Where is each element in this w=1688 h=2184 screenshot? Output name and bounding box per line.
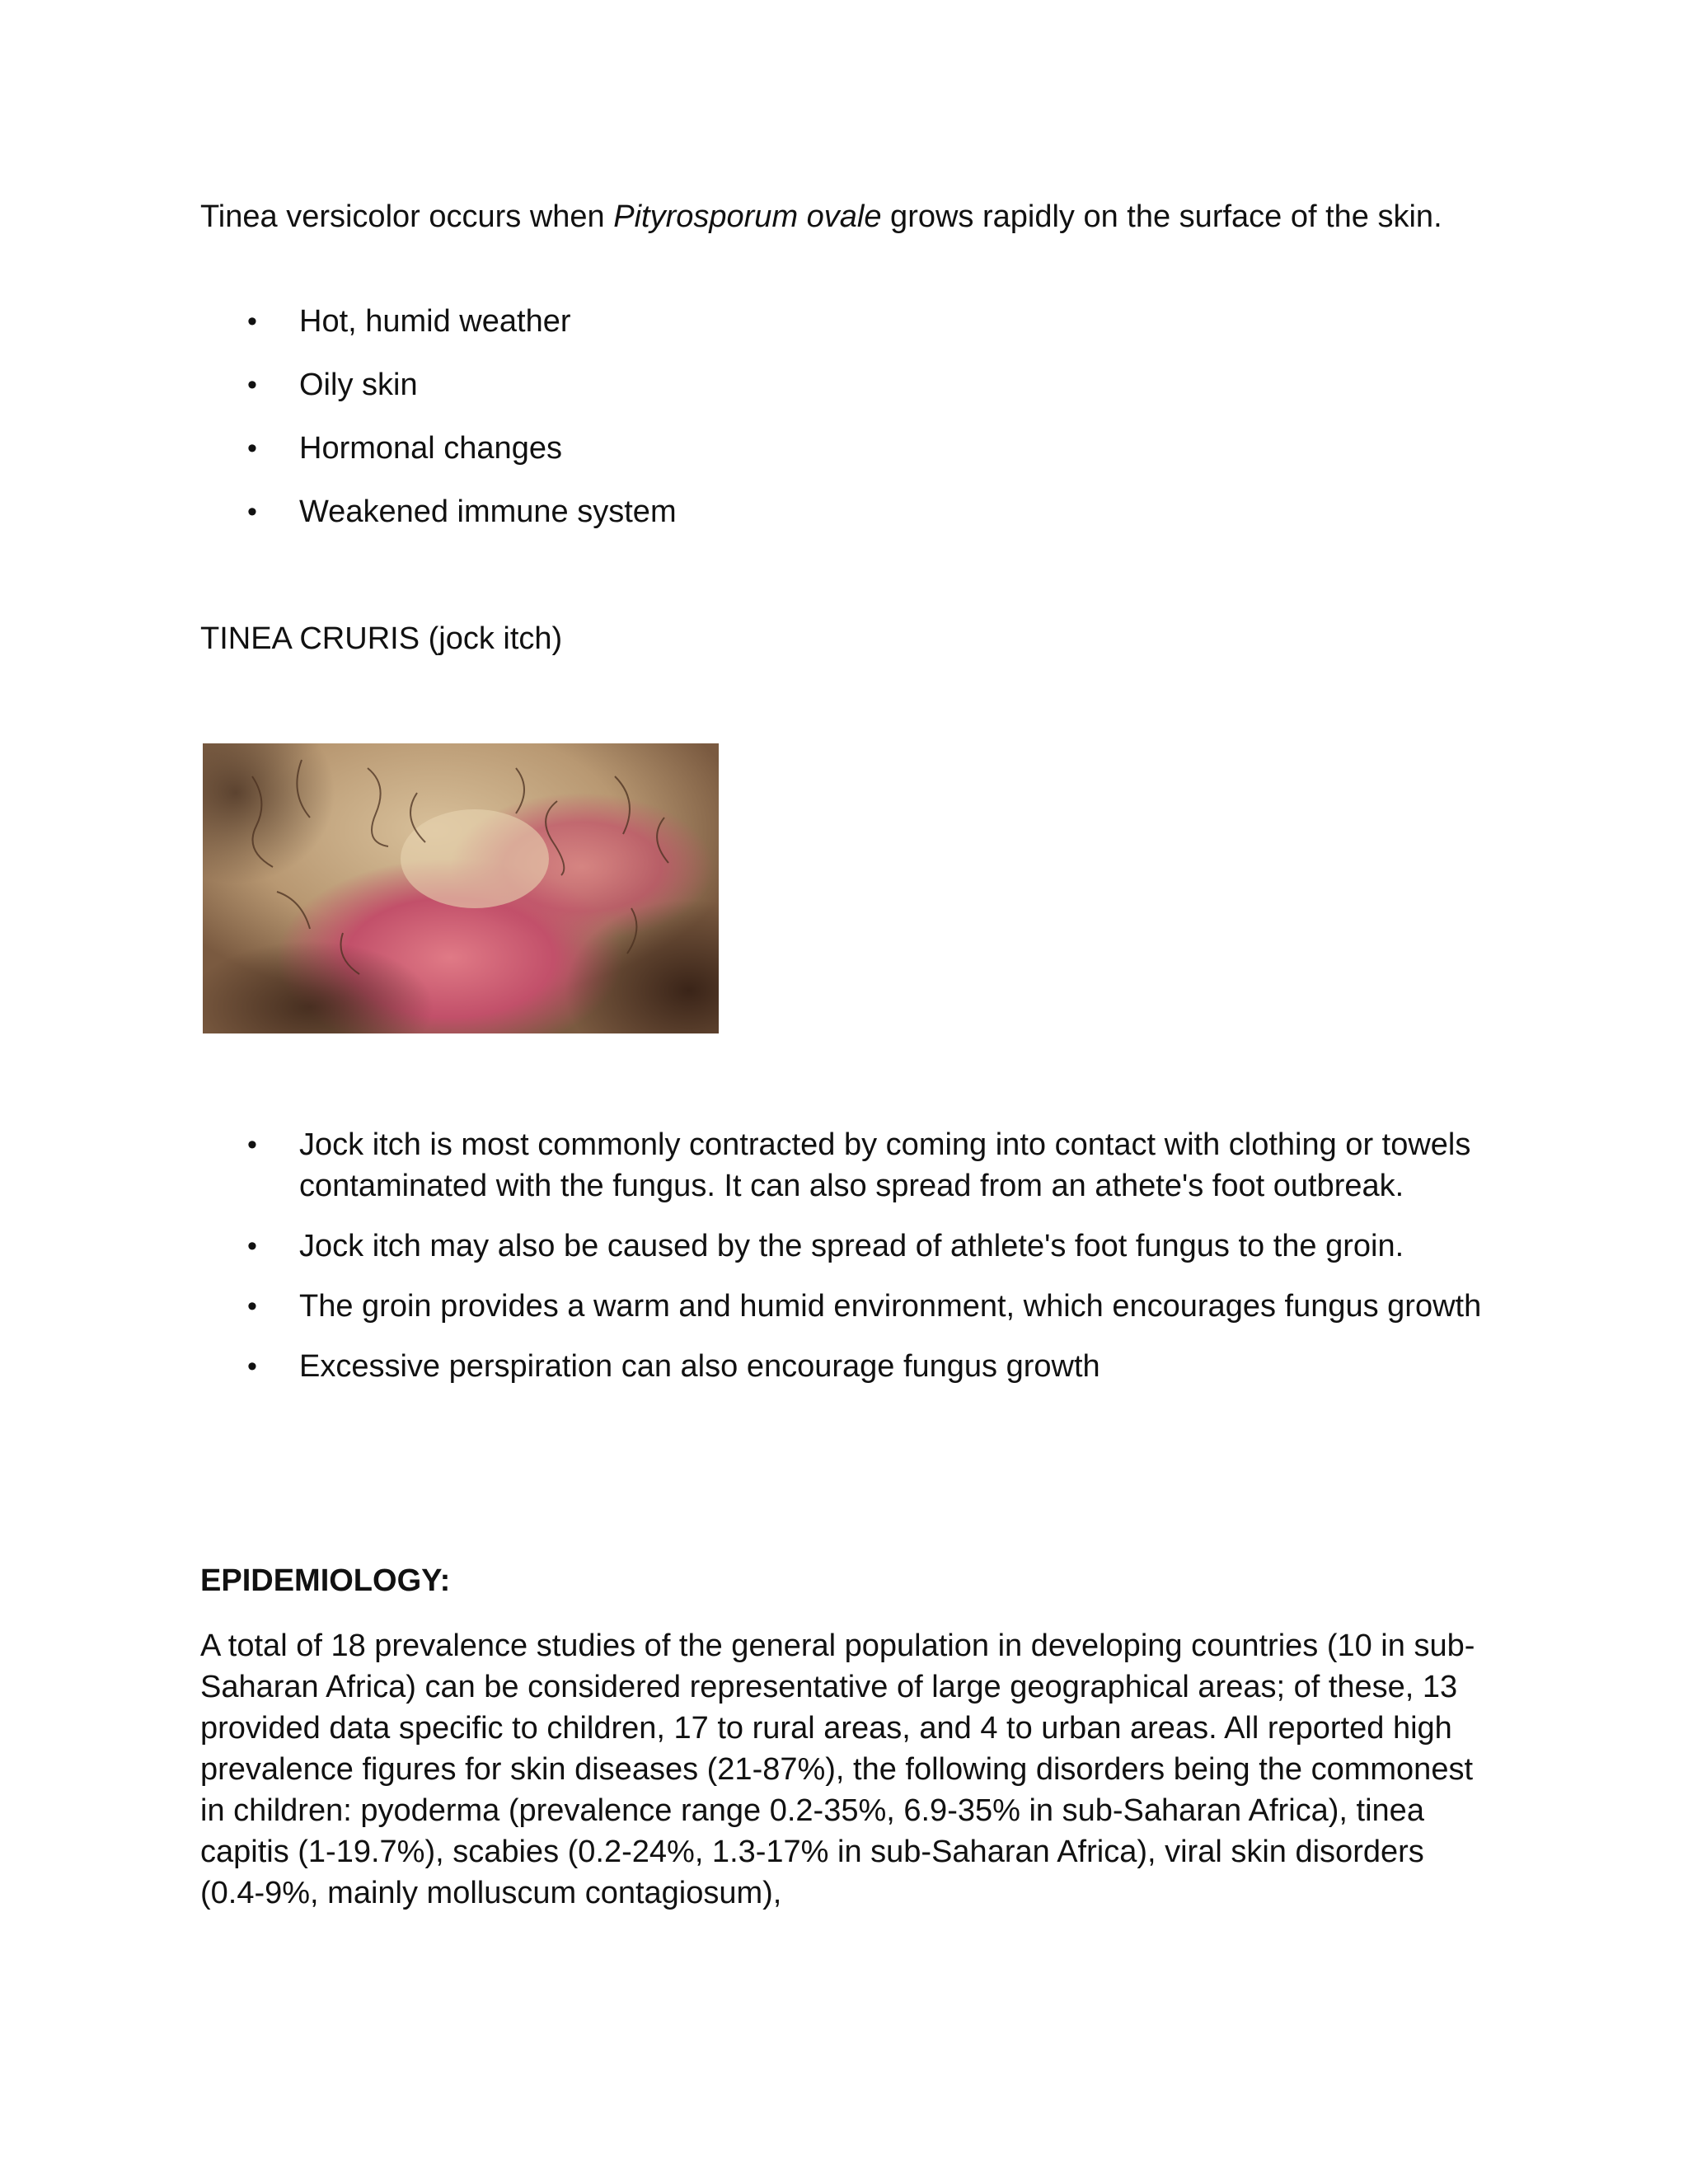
list-item-text: Excessive perspiration can also encourage fungus growth bbox=[299, 1349, 1100, 1384]
risk-factor-list bbox=[200, 301, 1486, 532]
tinea-cruris-heading: TINEA CRURIS (jock itch) bbox=[200, 621, 563, 656]
list-item-text: The groin provides a warm and humid environment, which encourages fungus growth bbox=[299, 1289, 1482, 1324]
intro-text-after: grows rapidly on the surface of the skin. bbox=[881, 199, 1442, 234]
list-item bbox=[200, 1286, 1486, 1327]
list-item-text: Hormonal changes bbox=[299, 431, 562, 466]
list-item bbox=[200, 491, 1486, 532]
skin-rash-photo bbox=[203, 743, 719, 1033]
list-item-text: Hot, humid weather bbox=[299, 304, 571, 339]
bullet-icon: • bbox=[247, 1291, 257, 1322]
bullet-icon: • bbox=[247, 1230, 257, 1262]
list-item-text: Oily skin bbox=[299, 368, 418, 402]
bullet-icon: • bbox=[247, 369, 257, 401]
bullet-icon: • bbox=[247, 433, 257, 464]
epidemiology-paragraph: A total of 18 prevalence studies of the general population in developing countries (10 in sub-Saharan Africa) can be considered representative of large geographical areas; of these, 13 provided data specific to children, 17 to rural areas, and 4 to urban areas. All reported high prevalence figures for skin diseases (21-87%), the following disorders being the commonest in children: pyoderma (prevalence range 0.2-35%, 6.9-35% in sub-Saharan Africa), tinea capitis (1-19.7%), scabies (0.2-24%, 1.3-17% in sub-Saharan Africa), viral skin disorders (0.4-9%, mainly molluscum contagiosum), bbox=[200, 1629, 1475, 1910]
epidemiology-heading: EPIDEMIOLOGY: bbox=[200, 1563, 451, 1598]
bullet-icon: • bbox=[247, 1129, 257, 1160]
list-item-text: Jock itch is most commonly contracted by coming into contact with clothing or towels contaminated with the fungus. It can also spread from an athete's foot outbreak. bbox=[299, 1127, 1471, 1203]
intro-text-before: Tinea versicolor occurs when bbox=[200, 199, 614, 234]
list-item bbox=[200, 301, 1486, 342]
organism-name: Pityrosporum ovale bbox=[613, 199, 882, 234]
jock-itch-list bbox=[200, 1124, 1486, 1387]
intro-paragraph bbox=[200, 196, 1486, 237]
list-item-text: Weakened immune system bbox=[299, 494, 677, 529]
bullet-icon: • bbox=[247, 306, 257, 337]
list-item bbox=[200, 1226, 1486, 1267]
list-item bbox=[200, 1124, 1486, 1207]
bullet-icon: • bbox=[247, 496, 257, 527]
bullet-icon: • bbox=[247, 1351, 257, 1382]
list-item bbox=[200, 364, 1486, 405]
list-item-text: Jock itch may also be caused by the spread of athlete's foot fungus to the groin. bbox=[299, 1229, 1404, 1263]
list-item bbox=[200, 428, 1486, 469]
list-item bbox=[200, 1346, 1486, 1387]
